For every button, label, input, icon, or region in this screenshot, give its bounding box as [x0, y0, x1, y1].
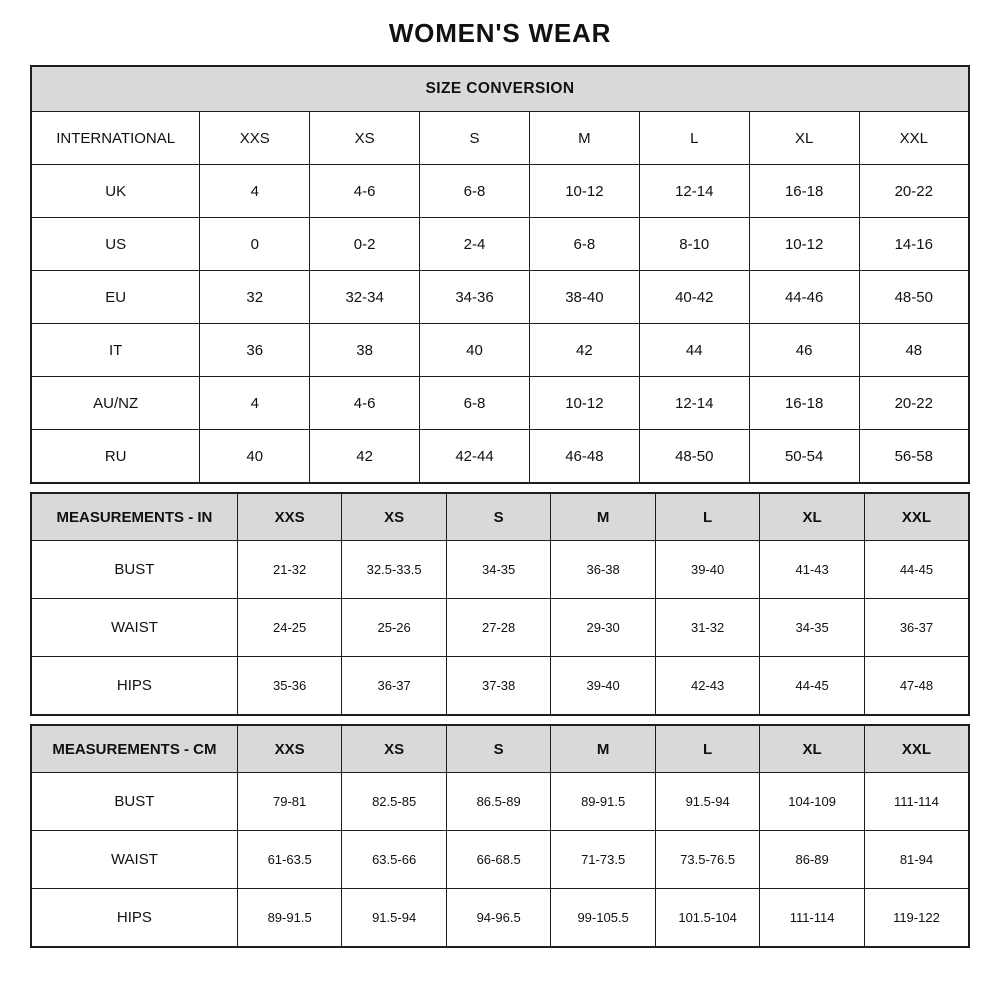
- column-header: XL: [749, 112, 859, 165]
- table-row: [31, 377, 969, 430]
- value-cell: 79-81: [237, 773, 342, 831]
- table-row: [31, 831, 969, 889]
- column-header: L: [639, 112, 749, 165]
- value-cell: 27-28: [446, 599, 551, 657]
- value-cell: 8-10: [639, 218, 749, 271]
- measurements-in-table: [30, 492, 970, 716]
- value-cell: 46-48: [529, 430, 639, 484]
- column-header: XS: [342, 493, 447, 541]
- column-header: XL: [760, 493, 865, 541]
- row-label: EU: [31, 271, 200, 324]
- value-cell: 111-114: [760, 889, 865, 948]
- value-cell: 66-68.5: [446, 831, 551, 889]
- value-cell: 6-8: [420, 165, 530, 218]
- value-cell: 94-96.5: [446, 889, 551, 948]
- value-cell: 4: [200, 165, 310, 218]
- row-label: UK: [31, 165, 200, 218]
- table-row: [31, 773, 969, 831]
- value-cell: 36-37: [864, 599, 969, 657]
- value-cell: 36: [200, 324, 310, 377]
- table-row: [31, 165, 969, 218]
- value-cell: 31-32: [655, 599, 760, 657]
- value-cell: 48-50: [859, 271, 969, 324]
- value-cell: 0: [200, 218, 310, 271]
- value-cell: 4: [200, 377, 310, 430]
- value-cell: 48: [859, 324, 969, 377]
- value-cell: 36-37: [342, 657, 447, 716]
- value-cell: 32-34: [310, 271, 420, 324]
- table-row: [31, 430, 969, 484]
- row-label: HIPS: [31, 657, 237, 716]
- row-label: WAIST: [31, 831, 237, 889]
- value-cell: 63.5-66: [342, 831, 447, 889]
- page-title: WOMEN'S WEAR: [388, 18, 612, 48]
- value-cell: 29-30: [551, 599, 656, 657]
- value-cell: 24-25: [237, 599, 342, 657]
- value-cell: 10-12: [749, 218, 859, 271]
- value-cell: 86.5-89: [446, 773, 551, 831]
- column-header: XS: [310, 112, 420, 165]
- value-cell: 39-40: [551, 657, 656, 716]
- value-cell: 6-8: [420, 377, 530, 430]
- value-cell: 12-14: [639, 377, 749, 430]
- value-cell: 89-91.5: [237, 889, 342, 948]
- value-cell: 6-8: [529, 218, 639, 271]
- value-cell: 44-45: [760, 657, 865, 716]
- value-cell: 101.5-104: [655, 889, 760, 948]
- value-cell: 73.5-76.5: [655, 831, 760, 889]
- value-cell: 32.5-33.5: [342, 541, 447, 599]
- row-label: WAIST: [31, 599, 237, 657]
- value-cell: 82.5-85: [342, 773, 447, 831]
- value-cell: 38: [310, 324, 420, 377]
- value-cell: 20-22: [859, 377, 969, 430]
- value-cell: 35-36: [237, 657, 342, 716]
- banner-row: [31, 66, 969, 112]
- row-label: US: [31, 218, 200, 271]
- value-cell: 21-32: [237, 541, 342, 599]
- row-label: BUST: [31, 773, 237, 831]
- value-cell: 32: [200, 271, 310, 324]
- column-header: XL: [760, 725, 865, 773]
- value-cell: 42: [310, 430, 420, 484]
- value-cell: 40-42: [639, 271, 749, 324]
- column-header: XXL: [864, 725, 969, 773]
- value-cell: 38-40: [529, 271, 639, 324]
- value-cell: 91.5-94: [655, 773, 760, 831]
- column-header: XS: [342, 725, 447, 773]
- value-cell: 20-22: [859, 165, 969, 218]
- column-header: XXS: [237, 725, 342, 773]
- value-cell: 44-46: [749, 271, 859, 324]
- value-cell: 111-114: [864, 773, 969, 831]
- header-row: [31, 725, 969, 773]
- value-cell: 47-48: [864, 657, 969, 716]
- table-row: [31, 541, 969, 599]
- column-header: S: [446, 725, 551, 773]
- value-cell: 36-38: [551, 541, 656, 599]
- value-cell: 34-36: [420, 271, 530, 324]
- value-cell: 10-12: [529, 377, 639, 430]
- value-cell: 81-94: [864, 831, 969, 889]
- value-cell: 42-43: [655, 657, 760, 716]
- column-header: XXL: [864, 493, 969, 541]
- value-cell: 0-2: [310, 218, 420, 271]
- column-header: XXL: [859, 112, 969, 165]
- column-header: MEASUREMENTS - IN: [31, 493, 237, 541]
- size-conversion-table: [30, 65, 970, 484]
- measurements-cm-table: [30, 724, 970, 948]
- value-cell: 16-18: [749, 165, 859, 218]
- value-cell: 44: [639, 324, 749, 377]
- value-cell: 14-16: [859, 218, 969, 271]
- value-cell: 86-89: [760, 831, 865, 889]
- value-cell: 119-122: [864, 889, 969, 948]
- column-header: L: [655, 725, 760, 773]
- table-row: [31, 271, 969, 324]
- value-cell: 91.5-94: [342, 889, 447, 948]
- value-cell: 42: [529, 324, 639, 377]
- value-cell: 44-45: [864, 541, 969, 599]
- value-cell: 48-50: [639, 430, 749, 484]
- value-cell: 42-44: [420, 430, 530, 484]
- value-cell: 40: [200, 430, 310, 484]
- column-header: S: [446, 493, 551, 541]
- value-cell: 4-6: [310, 165, 420, 218]
- column-header: M: [551, 725, 656, 773]
- column-header: S: [420, 112, 530, 165]
- value-cell: 37-38: [446, 657, 551, 716]
- table-row: [31, 599, 969, 657]
- column-header: M: [529, 112, 639, 165]
- value-cell: 71-73.5: [551, 831, 656, 889]
- row-label: AU/NZ: [31, 377, 200, 430]
- row-label: BUST: [31, 541, 237, 599]
- table-row: [31, 218, 969, 271]
- value-cell: 61-63.5: [237, 831, 342, 889]
- column-header: MEASUREMENTS - CM: [31, 725, 237, 773]
- size-conversion-banner: SIZE CONVERSION: [31, 66, 969, 112]
- value-cell: 34-35: [446, 541, 551, 599]
- row-label: RU: [31, 430, 200, 484]
- table-row: [31, 657, 969, 716]
- column-header: L: [655, 493, 760, 541]
- column-header: XXS: [237, 493, 342, 541]
- value-cell: 89-91.5: [551, 773, 656, 831]
- value-cell: 16-18: [749, 377, 859, 430]
- value-cell: 50-54: [749, 430, 859, 484]
- header-row: [31, 493, 969, 541]
- value-cell: 39-40: [655, 541, 760, 599]
- value-cell: 56-58: [859, 430, 969, 484]
- value-cell: 4-6: [310, 377, 420, 430]
- value-cell: 10-12: [529, 165, 639, 218]
- value-cell: 41-43: [760, 541, 865, 599]
- column-header: XXS: [200, 112, 310, 165]
- value-cell: 46: [749, 324, 859, 377]
- value-cell: 34-35: [760, 599, 865, 657]
- table-row: [31, 889, 969, 948]
- header-row: [31, 112, 969, 165]
- column-header: M: [551, 493, 656, 541]
- row-label: IT: [31, 324, 200, 377]
- value-cell: 99-105.5: [551, 889, 656, 948]
- column-header: INTERNATIONAL: [31, 112, 200, 165]
- value-cell: 40: [420, 324, 530, 377]
- value-cell: 104-109: [760, 773, 865, 831]
- value-cell: 2-4: [420, 218, 530, 271]
- table-row: [31, 324, 969, 377]
- value-cell: 12-14: [639, 165, 749, 218]
- row-label: HIPS: [31, 889, 237, 948]
- value-cell: 25-26: [342, 599, 447, 657]
